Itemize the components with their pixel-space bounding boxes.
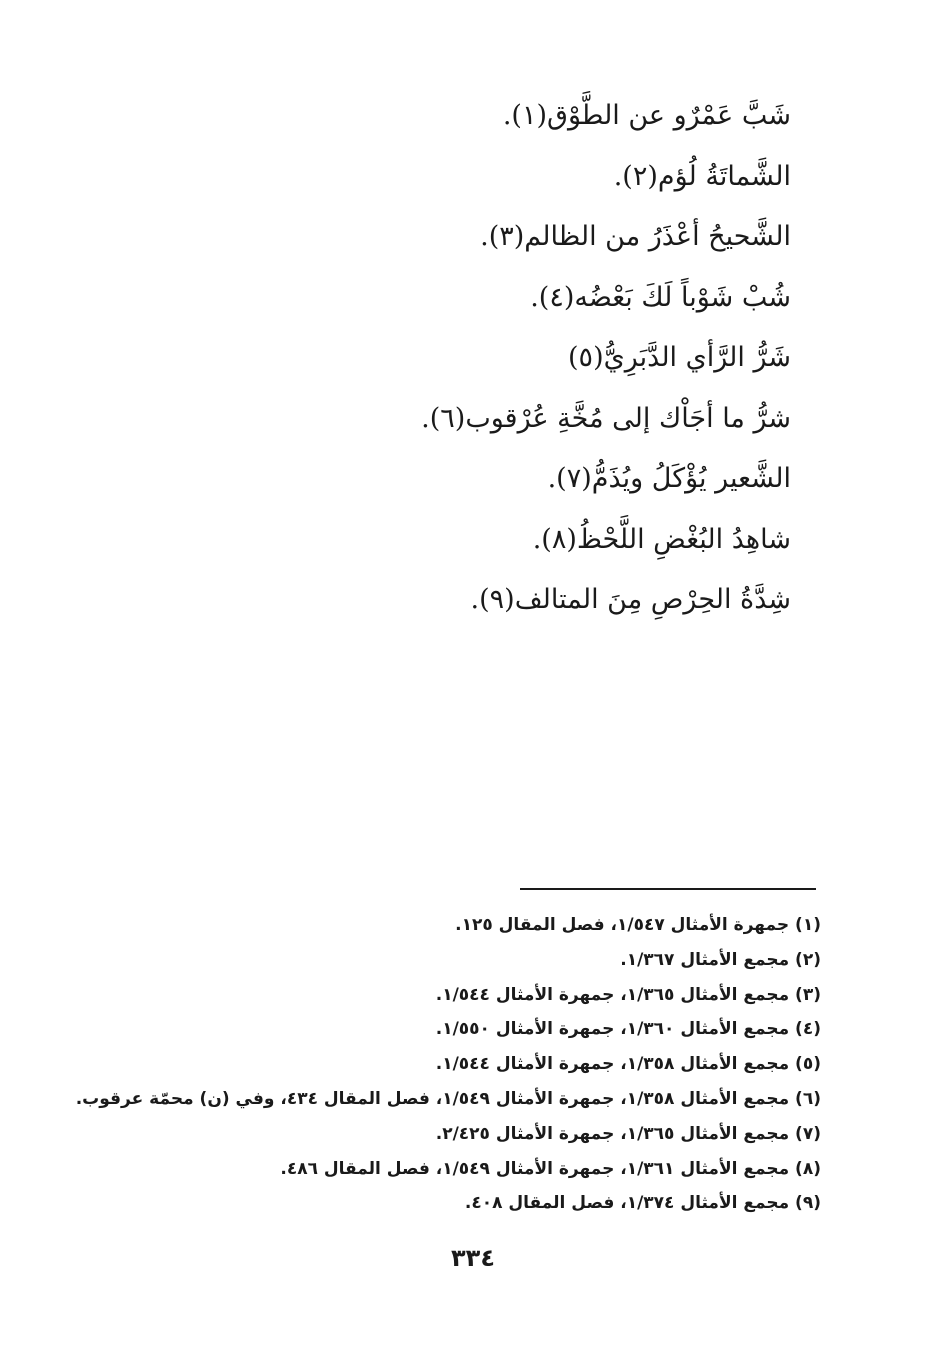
footnote: (٧) مجمع الأمثال ١/٣٦٥، جمهرة الأمثال ٢/٤٢٥. xyxy=(435,1123,821,1144)
footnote: (٦) مجمع الأمثال ١/٣٥٨، جمهرة الأمثال ١/٥٤٩، فصل المقال ٤٣٤، وفي (ن) محمّة عرقوب. xyxy=(75,1088,821,1109)
proverb-list xyxy=(191,86,791,631)
footnote: (٤) مجمع الأمثال ١/٣٦٠، جمهرة الأمثال ١/٥٥٠. xyxy=(435,1019,821,1040)
footnote: (١) جمهرة الأمثال ١/٥٤٧، فصل المقال ١٢٥. xyxy=(455,915,821,935)
proverb-line: شَرُّ الرَّأي الدَّبَرِيُّ(٥) xyxy=(568,342,791,373)
proverb-line: شَبَّ عَمْرٌو عن الطَّوْق(١). xyxy=(502,100,791,131)
footnote: (٩) مجمع الأمثال ١/٣٧٤، فصل المقال ٤٠٨. xyxy=(464,1193,821,1214)
proverb-line: شِدَّةُ الحِرْصِ مِنَ المتالف(٩). xyxy=(470,584,791,615)
footnote-divider xyxy=(520,888,816,890)
footnote-list xyxy=(75,908,821,1221)
proverb-line: شاهِدُ البُغْضِ اللَّحْظُ(٨). xyxy=(532,523,791,555)
proverb-line: الشَّماتَةُ لُؤم(٢). xyxy=(613,160,791,192)
page-number: ٣٣٤ xyxy=(451,1244,495,1272)
proverb-line: الشَّعير يُؤْكَلُ ويُذَمُّ(٧). xyxy=(547,463,791,494)
proverb-line: شُبْ شَوْباً لَكَ بَعْضُه(٤). xyxy=(530,281,791,313)
footnote: (٨) مجمع الأمثال ١/٣٦١، جمهرة الأمثال ١/٥٤٩، فصل المقال ٤٨٦. xyxy=(280,1158,821,1179)
proverb-line: الشَّحيحُ أعْذَرُ من الظالم(٣). xyxy=(480,221,791,252)
proverb-line: شرُّ ما أجَاْك إلى مُخَّةِ عُرْقوب(٦). xyxy=(421,402,791,434)
footnote: (٥) مجمع الأمثال ١/٣٥٨، جمهرة الأمثال ١/٥٤٤. xyxy=(435,1054,821,1075)
footnote: (٣) مجمع الأمثال ١/٣٦٥، جمهرة الأمثال ١/٥٤٤. xyxy=(435,984,821,1005)
footnote: (٢) مجمع الأمثال ١/٣٦٧. xyxy=(620,949,821,970)
